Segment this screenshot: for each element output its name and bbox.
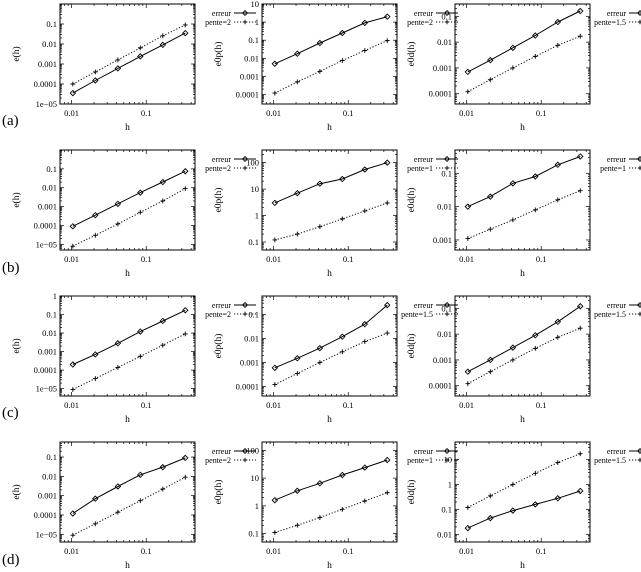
y-tick-label: 0.0001	[33, 509, 57, 520]
y-tick-label: 0.1	[46, 19, 57, 29]
chart-panel-4	[213, 150, 458, 279]
x-tick-label: 0.01	[64, 400, 80, 410]
row-label-c: (c)	[2, 405, 19, 421]
data-point-plus	[272, 382, 277, 387]
legend-label: pente=1	[407, 456, 433, 465]
y-tick-label: 1	[447, 479, 452, 490]
y-tick-label: 0.01	[437, 329, 452, 340]
y-axis-label: e(h)	[12, 192, 22, 208]
y-tick-label: 0.1	[441, 504, 452, 515]
data-point-plus	[488, 77, 493, 82]
y-tick-label: 0.1	[248, 309, 259, 320]
x-tick-label: 0.1	[342, 546, 354, 556]
legend-label: pente=2	[205, 18, 231, 27]
legend-label: erreur	[413, 447, 433, 456]
series-line-error	[468, 157, 581, 207]
data-point-plus	[70, 533, 75, 538]
series-line-error	[468, 11, 581, 72]
series-line-error	[275, 163, 388, 203]
series-line-error	[275, 460, 388, 500]
y-tick-label: 0.1	[248, 528, 259, 539]
y-tick-label: 1e−05	[35, 529, 57, 540]
data-point-plus	[93, 521, 98, 526]
data-point-plus	[488, 493, 493, 498]
x-axis-label: h	[327, 415, 332, 425]
row-label-d: (d)	[2, 552, 20, 568]
x-tick-label: 0.1	[342, 254, 354, 264]
legend-label: pente=1.5	[594, 18, 626, 27]
x-tick-label: 0.01	[266, 254, 282, 264]
data-point-plus	[465, 381, 470, 386]
y-tick-label: 1e−05	[35, 99, 57, 109]
y-tick-label: 0.01	[42, 471, 57, 482]
data-point-plus	[272, 530, 277, 535]
data-point-plus	[465, 236, 470, 241]
y-tick-label: 0.0001	[33, 220, 57, 231]
data-point-plus	[317, 69, 322, 74]
y-tick-label: 0.0001	[33, 365, 57, 376]
y-tick-label: 0.1	[441, 303, 452, 314]
y-tick-label: 10	[443, 454, 452, 465]
legend-marker-plus	[243, 458, 247, 462]
y-axis-label: e0p(h)	[214, 41, 224, 67]
series-line-slope	[275, 493, 388, 533]
series-line-slope	[275, 41, 388, 94]
data-point-plus	[138, 45, 143, 50]
chart-panel-5	[406, 150, 641, 279]
y-tick-label: 0.01	[437, 201, 452, 212]
data-point-plus	[510, 217, 515, 222]
x-tick-label: 0.01	[64, 108, 80, 118]
data-point-plus	[295, 371, 300, 376]
data-point-plus	[578, 34, 583, 39]
x-axis-label: h	[520, 561, 525, 571]
plot-frame	[455, 296, 590, 396]
y-tick-label: 0.1	[46, 163, 57, 174]
x-axis-label: h	[520, 123, 525, 133]
x-axis-label: h	[327, 561, 332, 571]
y-tick-label: 1	[254, 500, 259, 511]
y-tick-label: 0.001	[239, 357, 259, 368]
y-tick-label: 0.0001	[428, 380, 452, 391]
y-axis-label: e(h)	[12, 484, 22, 500]
data-point-plus	[138, 498, 143, 503]
data-point-plus	[385, 490, 390, 495]
y-axis-label: e0p(h)	[214, 479, 224, 505]
y-axis-label: e0d(h)	[407, 187, 417, 213]
data-point-plus	[533, 346, 538, 351]
legend-label: erreur	[606, 155, 626, 164]
x-tick-label: 0.1	[140, 546, 152, 556]
data-point-plus	[465, 89, 470, 94]
legend-label: pente=2	[407, 18, 433, 27]
y-tick-label: 0.001	[432, 62, 452, 73]
y-tick-label: 0.001	[37, 490, 57, 501]
legend-label: pente=1.5	[401, 310, 433, 319]
x-tick-label: 0.01	[459, 546, 475, 556]
data-point-plus	[578, 326, 583, 331]
legend-label: erreur	[211, 155, 231, 164]
data-point-plus	[93, 376, 98, 381]
data-point-plus	[510, 482, 515, 487]
legend-label: pente=2	[205, 164, 231, 173]
plot-frame	[262, 4, 397, 104]
chart-panel-11	[406, 442, 641, 571]
data-point-plus	[183, 23, 188, 28]
y-tick-label: 0.001	[37, 201, 57, 212]
data-point-plus	[317, 360, 322, 365]
data-point-plus	[510, 66, 515, 71]
series-line-slope	[468, 191, 581, 239]
legend-marker-plus	[243, 312, 247, 316]
y-tick-label: 0.001	[37, 59, 57, 69]
y-tick-label: 0.01	[244, 333, 259, 344]
x-tick-label: 0.1	[342, 108, 354, 118]
plot-frame	[60, 442, 195, 542]
chart-panel-3	[11, 150, 256, 279]
data-point-plus	[183, 331, 188, 336]
legend-label: erreur	[413, 155, 433, 164]
data-point-plus	[317, 224, 322, 229]
y-axis-label: e0d(h)	[407, 479, 417, 505]
data-point-plus	[340, 58, 345, 63]
x-axis-label: h	[520, 269, 525, 279]
y-axis-label: e0d(h)	[407, 41, 417, 67]
y-tick-label: 0.01	[42, 328, 57, 339]
legend-label: pente=1	[600, 164, 626, 173]
y-tick-label: 0.01	[437, 529, 452, 540]
series-line-error	[73, 458, 186, 514]
y-axis-label: e0p(h)	[214, 187, 224, 213]
y-tick-label: 10	[250, 0, 259, 9]
x-axis-label: h	[327, 123, 332, 133]
y-tick-label: 100	[246, 445, 259, 456]
x-tick-label: 0.1	[140, 108, 152, 118]
legend-label: erreur	[211, 9, 231, 18]
x-axis-label: h	[327, 269, 332, 279]
x-tick-label: 0.01	[459, 254, 475, 264]
data-point-plus	[160, 487, 165, 492]
data-point-plus	[93, 70, 98, 75]
series-line-error	[275, 305, 388, 368]
data-point-plus	[295, 232, 300, 237]
chart-panel-9	[11, 442, 256, 571]
y-axis-label: e0p(h)	[214, 333, 224, 359]
x-axis-label: h	[125, 269, 130, 279]
y-tick-label: 0.1	[441, 168, 452, 179]
row-label-b: (b)	[2, 260, 20, 276]
series-line-slope	[73, 25, 186, 84]
y-tick-label: 0.0001	[428, 88, 452, 99]
chart-panel-2	[406, 4, 641, 133]
plot-frame	[60, 296, 195, 396]
y-tick-label: 1	[52, 291, 57, 301]
series-line-slope	[468, 328, 581, 384]
data-point-plus	[510, 358, 515, 363]
data-point-plus	[340, 507, 345, 512]
data-point-plus	[362, 48, 367, 53]
series-line-slope	[73, 477, 186, 535]
y-tick-label: 0.1	[46, 452, 57, 463]
x-axis-label: h	[125, 123, 130, 133]
row-label-a: (a)	[2, 113, 19, 129]
data-point-plus	[385, 38, 390, 43]
series-line-slope	[73, 189, 186, 247]
series-line-slope	[275, 333, 388, 385]
series-line-slope	[468, 36, 581, 91]
y-tick-label: 0.001	[432, 234, 452, 245]
data-point-plus	[93, 233, 98, 238]
series-line-slope	[275, 203, 388, 240]
legend-label: erreur	[211, 301, 231, 310]
data-point-plus	[578, 188, 583, 193]
data-point-plus	[115, 58, 120, 63]
y-tick-label: 0.1	[248, 237, 259, 248]
legend-label: pente=2	[205, 310, 231, 319]
data-point-plus	[183, 475, 188, 480]
data-point-plus	[362, 339, 367, 344]
y-tick-label: 0.0001	[235, 89, 259, 100]
x-tick-label: 0.01	[64, 254, 80, 264]
data-point-plus	[295, 523, 300, 528]
y-tick-label: 1e−05	[35, 383, 57, 394]
data-point-plus	[295, 79, 300, 84]
x-tick-label: 0.1	[140, 400, 152, 410]
data-point-plus	[160, 343, 165, 348]
y-tick-label: 10	[250, 184, 259, 195]
x-tick-label: 0.01	[64, 546, 80, 556]
data-point-plus	[578, 451, 583, 456]
series-line-error	[73, 171, 186, 226]
x-axis-label: h	[125, 415, 130, 425]
y-tick-label: 0.01	[437, 37, 452, 48]
y-axis-label: e(h)	[12, 46, 22, 62]
data-point-plus	[138, 354, 143, 359]
data-point-plus	[317, 515, 322, 520]
x-tick-label: 0.01	[266, 400, 282, 410]
legend-label: erreur	[211, 447, 231, 456]
data-point-plus	[70, 82, 75, 87]
data-point-plus	[272, 238, 277, 243]
x-axis-label: h	[125, 561, 130, 571]
series-line-error	[275, 17, 388, 64]
plot-frame	[262, 296, 397, 396]
data-point-plus	[70, 244, 75, 249]
x-tick-label: 0.01	[459, 108, 475, 118]
x-tick-label: 0.01	[266, 546, 282, 556]
legend-label: pente=1	[407, 164, 433, 173]
data-point-plus	[533, 471, 538, 476]
data-point-plus	[362, 209, 367, 214]
y-tick-label: 0.0001	[33, 79, 57, 89]
data-point-plus	[115, 365, 120, 370]
y-tick-label: 0.001	[37, 346, 57, 357]
plot-frame	[455, 442, 590, 542]
data-point-plus	[488, 369, 493, 374]
y-tick-label: 0.001	[432, 354, 452, 365]
legend-label: pente=1.5	[594, 310, 626, 319]
data-point-plus	[488, 227, 493, 232]
y-tick-label: 0.1	[441, 11, 452, 22]
legend-label: erreur	[606, 447, 626, 456]
data-point-plus	[385, 201, 390, 206]
series-line-error	[468, 491, 581, 528]
y-tick-label: 0.1	[248, 35, 259, 46]
x-tick-label: 0.1	[535, 546, 547, 556]
legend-label: erreur	[413, 301, 433, 310]
legend-label: pente=1.5	[594, 456, 626, 465]
x-tick-label: 0.1	[140, 254, 152, 264]
data-point-plus	[70, 387, 75, 392]
y-tick-label: 1	[254, 210, 259, 221]
data-point-plus	[465, 505, 470, 510]
plot-frame	[455, 4, 590, 104]
x-tick-label: 0.1	[535, 400, 547, 410]
data-point-plus	[533, 54, 538, 59]
series-line-slope	[73, 334, 186, 390]
data-point-plus	[138, 210, 143, 215]
data-point-plus	[160, 199, 165, 204]
series-line-error	[468, 306, 581, 371]
y-tick-label: 0.0001	[235, 381, 259, 392]
plot-frame	[262, 442, 397, 542]
plot-frame	[455, 150, 590, 250]
data-point-plus	[385, 331, 390, 336]
y-tick-label: 10	[250, 473, 259, 484]
data-point-plus	[533, 207, 538, 212]
data-point-plus	[160, 33, 165, 38]
series-line-error	[73, 33, 186, 93]
plot-frame	[60, 150, 195, 250]
data-point-plus	[362, 499, 367, 504]
legend-label: pente=2	[205, 456, 231, 465]
chart-panel-8	[406, 296, 641, 425]
data-point-plus	[272, 91, 277, 96]
data-point-plus	[115, 222, 120, 227]
x-tick-label: 0.1	[535, 108, 547, 118]
y-tick-label: 0.001	[239, 71, 259, 82]
data-point-plus	[340, 349, 345, 354]
y-tick-label: 0.01	[42, 182, 57, 193]
x-axis-label: h	[520, 415, 525, 425]
y-tick-label: 0.01	[244, 53, 259, 64]
y-axis-label: e0d(h)	[407, 333, 417, 359]
x-tick-label: 0.1	[342, 400, 354, 410]
y-axis-label: e(h)	[12, 338, 22, 354]
series-line-slope	[468, 454, 581, 508]
x-tick-label: 0.1	[535, 254, 547, 264]
y-tick-label: 1	[254, 17, 259, 28]
y-tick-label: 100	[246, 157, 259, 168]
data-point-plus	[555, 43, 560, 48]
data-point-plus	[555, 197, 560, 202]
chart-panel-0	[11, 4, 256, 133]
legend-marker-plus	[243, 20, 247, 24]
chart-panel-7	[213, 296, 458, 425]
legend-label: erreur	[606, 301, 626, 310]
data-point-plus	[555, 460, 560, 465]
data-point-plus	[183, 186, 188, 191]
series-line-error	[73, 310, 186, 364]
data-point-plus	[115, 510, 120, 515]
legend-label: erreur	[606, 9, 626, 18]
x-tick-label: 0.01	[266, 108, 282, 118]
y-tick-label: 0.01	[42, 39, 57, 49]
y-tick-label: 1e−05	[35, 239, 57, 250]
chart-panel-10	[213, 442, 458, 571]
chart-panel-1	[213, 0, 458, 133]
legend-label: erreur	[413, 9, 433, 18]
data-point-plus	[340, 216, 345, 221]
data-point-plus	[555, 335, 560, 340]
x-tick-label: 0.01	[459, 400, 475, 410]
y-tick-label: 0.1	[46, 309, 57, 320]
